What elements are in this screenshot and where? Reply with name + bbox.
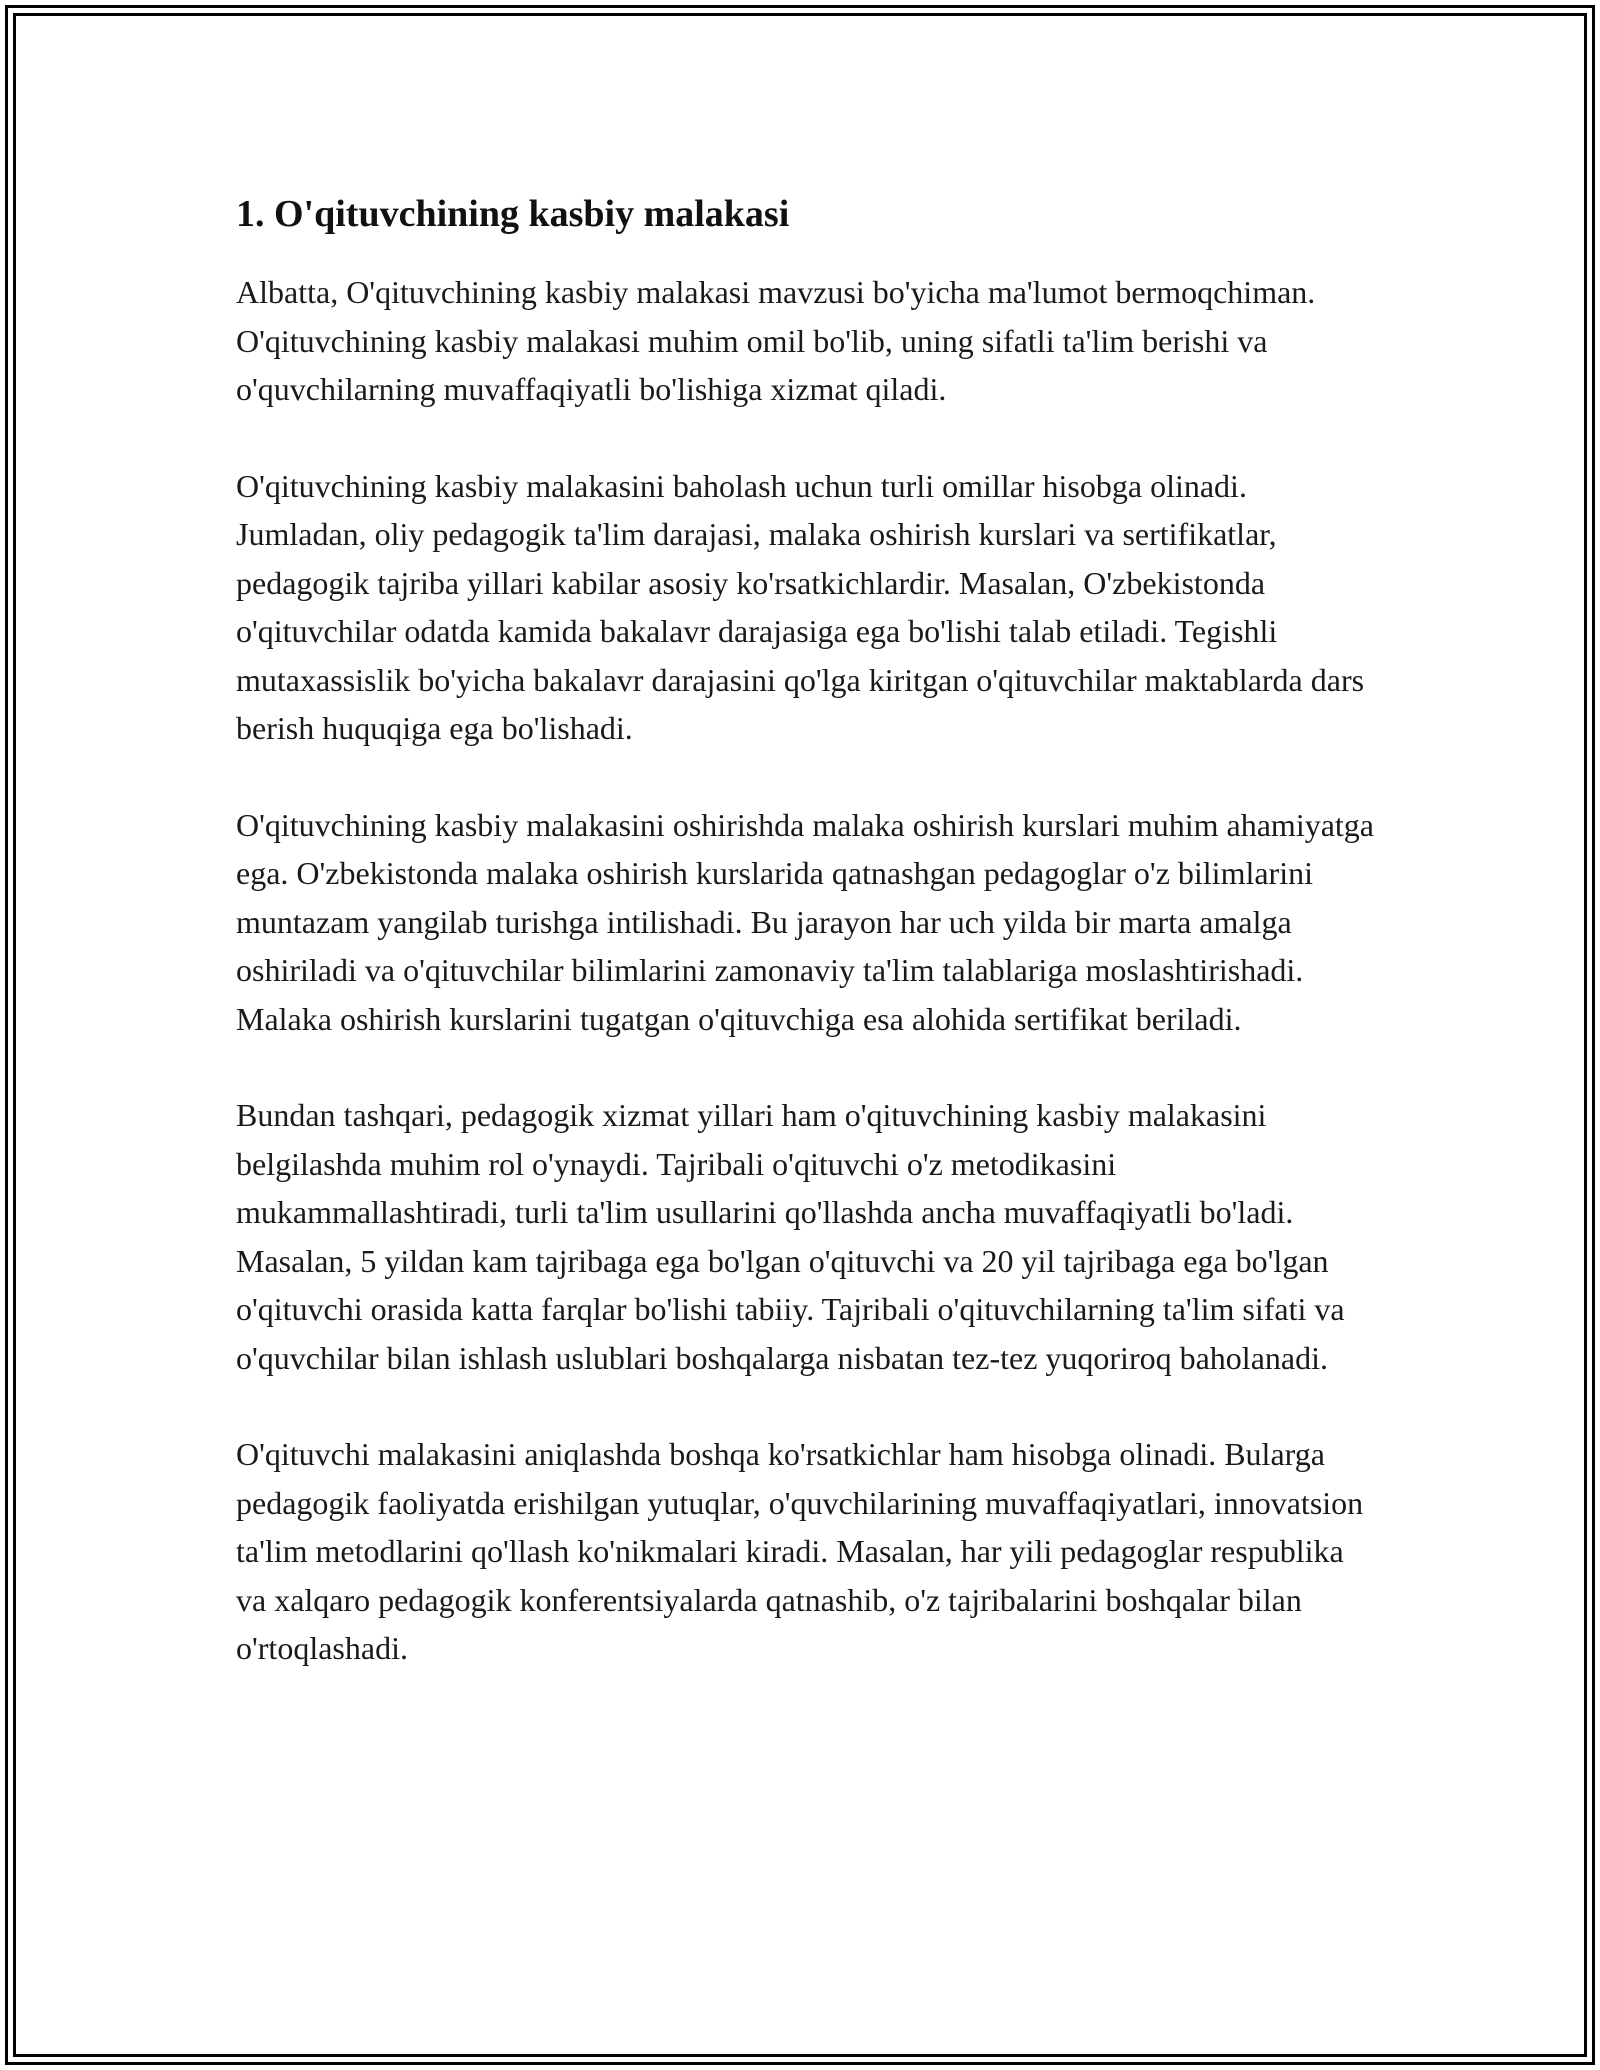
paragraph-4: Bundan tashqari, pedagogik xizmat yillari ham o'qituvchining kasbiy malakasini belgilashda muhim rol o'ynaydi. Tajribali o'qituvchi o'z metodikasini mukammallashtiradi, turli ta'lim usullarini qo'llashda ancha muvaffaqiyatli bo'ladi. Masalan, 5 yildan kam tajribaga ega bo'lgan o'qituvchi va 20 yil tajribaga ega bo'lgan o'qituvchi orasida katta farqlar bo'lishi tabiiy. Tajribali o'qituvchilarning ta'lim sifati va o'quvchilar bilan ishlash uslublari boshqalarga nisbatan tez-tez yuqoriroq baholanadi. [236, 1097, 1345, 1376]
document-title: 1. O'qituvchining kasbiy malakasi [236, 193, 790, 235]
paragraph-2: O'qituvchining kasbiy malakasini baholash uchun turli omillar hisobga olinadi. Jumladan, oliy pedagogik ta'lim darajasi, malaka oshirish kurslari va sertifikatlar, pedagogik tajriba yillari kabilar asosiy ko'rsatkichlardir. Masalan, O'zbekistonda o'qituvchilar odatda kamida bakalavr darajasiga ega bo'lishi talab etiladi. Tegishli mutaxassislik bo'yicha bakalavr darajasini qo'lga kiritgan o'qituvchilar maktablarda dars berish huquqiga ega bo'lishadi. [236, 467, 1365, 746]
paragraph-5: O'qituvchi malakasini aniqlashda boshqa ko'rsatkichlar ham hisobga olinadi. Bularga pedagogik faoliyatda erishilgan yutuqlar, o'quvchilarining muvaffaqiyatlari, innovatsion ta'lim metodlarini qo'llash ko'nikmalari kiradi. Masalan, har yili pedagoglar respublika va xalqaro pedagogik konferentsiyalarda qatnashib, o'z tajribalarini boshqalar bilan o'rtoqlashadi. [236, 1436, 1364, 1666]
document-body [236, 188, 1376, 1721]
paragraph-1: Albatta, O'qituvchining kasbiy malakasi mavzusi bo'yicha ma'lumot bermoqchiman. O'qituvchining kasbiy malakasi muhim omil bo'lib, uning sifatli ta'lim berishi va o'quvchilarning muvaffaqiyatli bo'lishiga xizmat qiladi. [236, 274, 1316, 407]
paragraph-3: O'qituvchining kasbiy malakasini oshirishda malaka oshirish kurslari muhim ahamiyatga ega. O'zbekistonda malaka oshirish kurslarida qatnashgan pedagoglar o'z bilimlarini muntazam yangilab turishga intilishadi. Bu jarayon har uch yilda bir marta amalga oshiriladi va o'qituvchilar bilimlarini zamonaviy ta'lim talablariga moslashtirishadi. Malaka oshirish kurslarini tugatgan o'qituvchiga esa alohida sertifikat beriladi. [236, 806, 1374, 1037]
